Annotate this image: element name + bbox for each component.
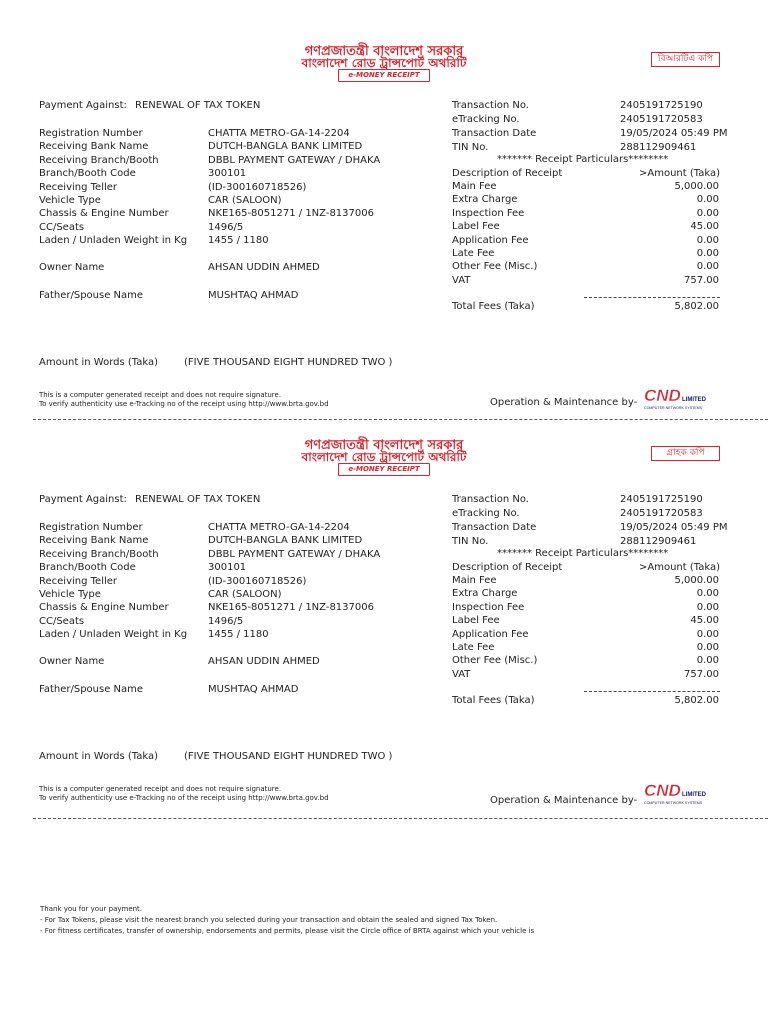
transaction-value: 2405191720583	[620, 114, 703, 125]
fee-label: Label Fee	[452, 221, 500, 233]
total-divider	[584, 691, 720, 692]
fee-label: Main Fee	[452, 181, 497, 192]
field-value: (ID-300160718526)	[208, 575, 307, 587]
footer-tax-token-note: - For Tax Tokens, please visit the nearest branch you selected during your transaction and obtain the sealed and signed Tax Token.	[40, 916, 498, 924]
fee-value: 45.00	[690, 615, 719, 627]
transaction-label: TIN No.	[452, 536, 489, 547]
amount-words-label: Amount in Words (Taka)	[39, 357, 158, 368]
fee-label: VAT	[452, 668, 471, 680]
cnd-logo-limited: LIMITED	[682, 397, 706, 403]
owner-name-value: AHSAN UDDIN AHMED	[208, 656, 320, 667]
cut-line	[33, 818, 768, 819]
copy-label: গ্রাহক কপি	[651, 446, 720, 461]
field-value: CAR (SALOON)	[208, 589, 282, 600]
field-label: CC/Seats	[39, 221, 85, 233]
payment-against-label: Payment Against:	[39, 494, 127, 505]
field-label: Receiving Teller	[39, 575, 118, 587]
cnd-logo-sub: COMPUTER NETWORK SYSTEMS	[644, 406, 703, 410]
fee-label: Inspection Fee	[452, 601, 525, 613]
description-header: Description of Receipt	[452, 562, 563, 573]
amount-words-value: (FIVE THOUSAND EIGHT HUNDRED TWO )	[184, 751, 393, 762]
transaction-value: 19/05/2024 05:49 PM	[620, 522, 728, 533]
cnd-logo-limited: LIMITED	[682, 792, 706, 798]
field-label: Receiving Branch/Booth	[39, 154, 159, 166]
owner-name-label: Owner Name	[39, 262, 105, 273]
field-value: CHATTA METRO-GA-14-2204	[208, 522, 350, 533]
field-value: NKE165-8051271 / 1NZ-8137006	[208, 602, 374, 614]
transaction-value: 288112909461	[620, 536, 697, 547]
fee-value: 5,000.00	[674, 181, 719, 192]
transaction-label: eTracking No.	[452, 508, 520, 519]
payment-against-value: RENEWAL OF TAX TOKEN	[135, 100, 261, 111]
transaction-label: Transaction Date	[452, 128, 537, 139]
cnd-logo-text: CND	[644, 781, 681, 800]
field-value: DBBL PAYMENT GATEWAY / DHAKA	[208, 548, 381, 560]
transaction-value: 288112909461	[620, 142, 697, 153]
cnd-logo-text: CND	[644, 386, 681, 405]
particulars-title: ******* Receipt Particulars********	[497, 154, 669, 165]
fee-value: 0.00	[696, 642, 719, 653]
fee-label: Extra Charge	[452, 194, 518, 206]
field-value: DBBL PAYMENT GATEWAY / DHAKA	[208, 154, 381, 166]
field-value: 300101	[208, 562, 247, 574]
total-fees-value: 5,802.00	[674, 695, 719, 706]
fee-value: 0.00	[696, 248, 719, 259]
verify-note: To verify authenticity use e-Tracking no of the receipt using http://www.brta.gov.bd	[39, 794, 329, 802]
fee-label: Inspection Fee	[452, 207, 525, 219]
amount-words-label: Amount in Words (Taka)	[39, 751, 158, 762]
field-value: (ID-300160718526)	[208, 181, 307, 193]
authority-title: বাংলাদেশ রোড ট্রান্সপোর্ট অথরিটি	[301, 56, 467, 70]
fee-label: Late Fee	[452, 248, 495, 259]
emoney-receipt-badge: e-MONEY RECEIPT	[338, 463, 430, 476]
particulars-title: ******* Receipt Particulars********	[497, 548, 669, 559]
father-name-label: Father/Spouse Name	[39, 290, 144, 301]
description-header: Description of Receipt	[452, 168, 563, 179]
operation-maintenance-label: Operation & Maintenance by-	[490, 397, 638, 408]
fee-label: Other Fee (Misc.)	[452, 261, 538, 273]
copy-label: বিআরটিএ কপি	[651, 52, 720, 67]
transaction-label: Transaction Date	[452, 522, 537, 533]
cnd-logo	[644, 781, 714, 807]
fee-value: 0.00	[696, 588, 719, 600]
transaction-label: eTracking No.	[452, 114, 520, 125]
fee-label: Late Fee	[452, 642, 495, 653]
fee-label: Application Fee	[452, 234, 529, 246]
amount-header: >Amount (Taka)	[639, 562, 720, 573]
fee-value: 0.00	[696, 194, 719, 206]
transaction-value: 2405191720583	[620, 508, 703, 519]
payment-against-value: RENEWAL OF TAX TOKEN	[135, 494, 261, 505]
total-divider	[584, 297, 720, 298]
fee-value: 757.00	[684, 274, 719, 286]
fee-value: 0.00	[696, 628, 719, 640]
footer-thanks: Thank you for your payment.	[40, 905, 143, 913]
government-title: গণপ্রজাতন্ত্রী বাংলাদেশ সরকার	[304, 44, 464, 59]
field-value: DUTCH-BANGLA BANK LIMITED	[208, 141, 363, 153]
field-label: Chassis & Engine Number	[39, 602, 169, 614]
field-label: Branch/Booth Code	[39, 562, 136, 574]
field-label: Vehicle Type	[39, 195, 101, 206]
field-label: Laden / Unladen Weight in Kg	[39, 629, 188, 641]
fee-label: VAT	[452, 274, 471, 286]
transaction-value: 19/05/2024 05:49 PM	[620, 128, 728, 139]
field-label: Chassis & Engine Number	[39, 208, 169, 220]
field-value: 1496/5	[208, 221, 244, 233]
total-fees-label: Total Fees (Taka)	[452, 695, 535, 706]
field-value: DUTCH-BANGLA BANK LIMITED	[208, 535, 363, 547]
fee-label: Extra Charge	[452, 588, 518, 600]
computer-generated-note: This is a computer generated receipt and does not require signature.	[39, 391, 282, 399]
footer-fitness-note: - For fitness certificates, transfer of ownership, endorsements and permits, please visit the Circle office of BRTA against which your vehicle is	[40, 927, 535, 935]
field-label: Receiving Bank Name	[39, 141, 149, 153]
owner-name-value: AHSAN UDDIN AHMED	[208, 262, 320, 273]
transaction-label: Transaction No.	[452, 100, 529, 111]
computer-generated-note: This is a computer generated receipt and does not require signature.	[39, 785, 282, 793]
brta-copy-receipt	[0, 0, 768, 410]
fee-label: Label Fee	[452, 615, 500, 627]
field-value: 1496/5	[208, 615, 244, 627]
operation-maintenance-label: Operation & Maintenance by-	[490, 795, 638, 806]
field-value: 1455 / 1180	[208, 629, 269, 641]
field-value: 300101	[208, 168, 247, 180]
father-name-value: MUSHTAQ AHMAD	[208, 684, 299, 695]
fee-label: Other Fee (Misc.)	[452, 655, 538, 667]
field-label: Receiving Teller	[39, 181, 118, 193]
fee-label: Main Fee	[452, 575, 497, 586]
field-value: NKE165-8051271 / 1NZ-8137006	[208, 208, 374, 220]
total-fees-value: 5,802.00	[674, 301, 719, 312]
fee-value: 757.00	[684, 668, 719, 680]
fee-value: 5,000.00	[674, 575, 719, 586]
amount-words-value: (FIVE THOUSAND EIGHT HUNDRED TWO )	[184, 357, 393, 368]
field-label: CC/Seats	[39, 615, 85, 627]
field-label: Vehicle Type	[39, 589, 101, 600]
fee-value: 0.00	[696, 207, 719, 219]
transaction-value: 2405191725190	[620, 100, 703, 111]
field-value: CHATTA METRO-GA-14-2204	[208, 128, 350, 139]
field-label: Receiving Bank Name	[39, 535, 149, 547]
total-fees-label: Total Fees (Taka)	[452, 301, 535, 312]
payment-against-label: Payment Against:	[39, 100, 127, 111]
fee-value: 45.00	[690, 221, 719, 233]
fee-value: 0.00	[696, 234, 719, 246]
emoney-receipt-badge: e-MONEY RECEIPT	[338, 69, 430, 82]
father-name-value: MUSHTAQ AHMAD	[208, 290, 299, 301]
verify-note: To verify authenticity use e-Tracking no of the receipt using http://www.brta.gov.bd	[39, 400, 329, 408]
transaction-label: Transaction No.	[452, 494, 529, 505]
transaction-value: 2405191725190	[620, 494, 703, 505]
owner-name-label: Owner Name	[39, 656, 105, 667]
field-label: Laden / Unladen Weight in Kg	[39, 235, 188, 247]
field-label: Registration Number	[39, 128, 143, 139]
amount-header: >Amount (Taka)	[639, 168, 720, 179]
field-label: Receiving Branch/Booth	[39, 548, 159, 560]
field-value: 1455 / 1180	[208, 235, 269, 247]
authority-title: বাংলাদেশ রোড ট্রান্সপোর্ট অথরিটি	[301, 450, 467, 464]
cnd-logo-sub: COMPUTER NETWORK SYSTEMS	[644, 801, 703, 805]
customer-copy-receipt	[0, 394, 768, 806]
fee-value: 0.00	[696, 655, 719, 667]
father-name-label: Father/Spouse Name	[39, 684, 144, 695]
field-label: Registration Number	[39, 522, 143, 533]
transaction-label: TIN No.	[452, 142, 489, 153]
fee-label: Application Fee	[452, 628, 529, 640]
fee-value: 0.00	[696, 261, 719, 273]
government-title: গণপ্রজাতন্ত্রী বাংলাদেশ সরকার	[304, 438, 464, 453]
fee-value: 0.00	[696, 601, 719, 613]
field-label: Branch/Booth Code	[39, 168, 136, 180]
field-value: CAR (SALOON)	[208, 195, 282, 206]
